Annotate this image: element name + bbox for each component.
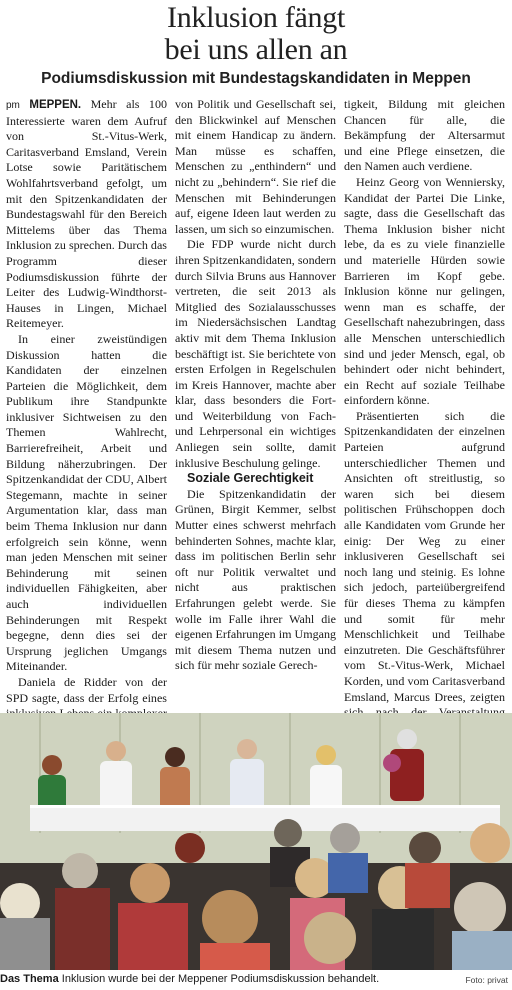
paragraph: In einer zweistündigen Diskussion hatten die Kandidaten der einzelnen Parteien die Möglichkeit, dem Publikum ihre Standpunkte inklusiver Sichtweisen zu den Themen Wahlrecht, Barrierefreiheit, Arbeit und Bildung näherzubringen. Der Spitzenkandidat der CDU, Albert Stegemann, machte in seiner Argumentation klar, dass man beim Thema Inklusion nur dann erfolgreich sein könne, wenn man jeden Menschen mit seiner Behinderung mit seinen individuellen Fähigkeiten, aber auch individuellen Behinderungen mit Respekt begegne, denn dies sei der Ursprung jeglichen Umgangs Miteinander. — [6, 331, 167, 674]
headline-line-1: Inklusion fängt — [167, 1, 345, 34]
panel-table — [30, 805, 500, 831]
paragraph: tigkeit, Bildung mit gleichen Chancen für alle, die Bekämpfung der Altersarmut und eine Pflege einsetzen, die den Namen auch verdiene. — [344, 97, 505, 174]
article-column-2 — [175, 97, 336, 674]
paragraph: Daniela de Ridder von der SPD sagte, dass der Erfolg eines — [6, 674, 167, 705]
photo-credit: Foto: privat — [465, 975, 508, 985]
dateline-location: MEPPEN. — [29, 99, 82, 111]
subheadline: Podiumsdiskussion mit Bundestagskandidaten in Meppen — [41, 70, 471, 87]
paragraph: Die Spitzenkandidatin der Grünen, Birgit Kemmer, selbst Mutter eines schwerst mehrfach behinderten Sohnes, machte klar, dass im politischen Berlin sehr oft nur Politik verwaltet und nicht aus praktischen Erfahrungen gelebt werde. Sie wolle im Falle ihrer Wahl die eigenen Erfahrungen im Umgang mit diesem Thema nutzen und sich für mehr soziale Gerech- — [175, 486, 336, 673]
paragraph: Die FDP wurde nicht durch ihren Spitzenkandidaten, sondern durch Silvia Bruns aus Hannover vertreten, die seit 2013 als Mitglied des Sozialausschusses im Niedersächsischen Landtag aktiv mit dem Thema Inklusion beschäftigt ist. Sie berichtete von ersten Erfolgen in Regelschulen im Kreis Hannover, machte aber klar, dass besonders die Fort- und Weiterbildung von Fach- und Lehrpersonal ein wichtiges Anliegen sein sollte, damit inklusive Beschulung gelinge. — [175, 237, 336, 470]
photo-caption — [0, 973, 512, 990]
paragraph: von Politik und Gesellschaft sei, den Blickwinkel auf Menschen mit einem Handicap zu ändern. Man müsse es schaffen, Menschen zu „enthindern“ und nicht zu „behindern“. Sie rief die Menschen mit Behinderungen auf, eigene Ideen laut werden zu lassen, um sich so einzumischen. — [175, 97, 336, 236]
caption-text: Inklusion wurde bei der Meppener Podiumsdiskussion behandelt. — [61, 973, 380, 985]
section-subheading: Soziale Gerechtigkeit — [187, 471, 314, 486]
photo-illustration — [0, 713, 512, 970]
caption-lead: Das Thema — [0, 973, 59, 985]
paragraph — [6, 97, 167, 332]
event-photo — [0, 713, 512, 970]
headline-line-2: bei uns allen an — [164, 33, 348, 66]
paragraph: Präsentierten sich die Spitzenkandidaten der einzelnen Parteien aufgrund unterschiedlicher Themen und Ansichten oft streitlustig, so waren sich bei diesem politischen Frühschoppen doch alle Kandidaten vom Grunde her einig: Der Weg zu einer inklusiveren Gesellschaft sei noch lang und steinig. Es lohne sich jedoch, parteiübergreifend für dieses Thema zu kämpfen und somit für mehr Menschlichkeit und Teilhabe einzutreten. Die Geschäftsführer vom St.-Vitus-Werk, Michael Korden, und vom Caritasverband Emsland, Marcus Drees, zeigten — [344, 408, 505, 704]
article-column-3 — [344, 97, 505, 736]
author-initials: pm — [6, 100, 20, 111]
paragraph: Heinz Georg von Wenniersky, Kandidat der Partei Die Linke, sagte, dass die Gesellschaft das Thema Inklusion bisher nicht lebe, da es zu viele finanzielle und materielle Hürden sowie Barrieren im Kopf gebe. Inklusion könne nur gelingen, wenn man es schaffe, der Gesellschaft nahezubringen, dass alle Menschen unterschiedlich sind und jeder Mensch, egal, ob behindert oder nicht behindert, ein Recht auf soziale Teilhabe einfordern könne. — [344, 174, 505, 408]
paragraph-text: Mehr als 100 Interessierte waren dem Aufruf von St.-Vitus-Werk, Caritasverband Emsland, Verein Lotse sowie Paritätischem Wohlfahrtsverband gefolgt, um mit den Spitzenkandidaten der Bundestagswahl für den Bereich Mittelems über das Thema Inklusion zu sprechen. Durch das Programm dieser Podiumsdiskussion führte der Leiter des Ludwig-Windthorst-Hauses in Lingen, Michael Reitemeyer. — [6, 97, 168, 331]
article-column-1 — [6, 97, 167, 753]
